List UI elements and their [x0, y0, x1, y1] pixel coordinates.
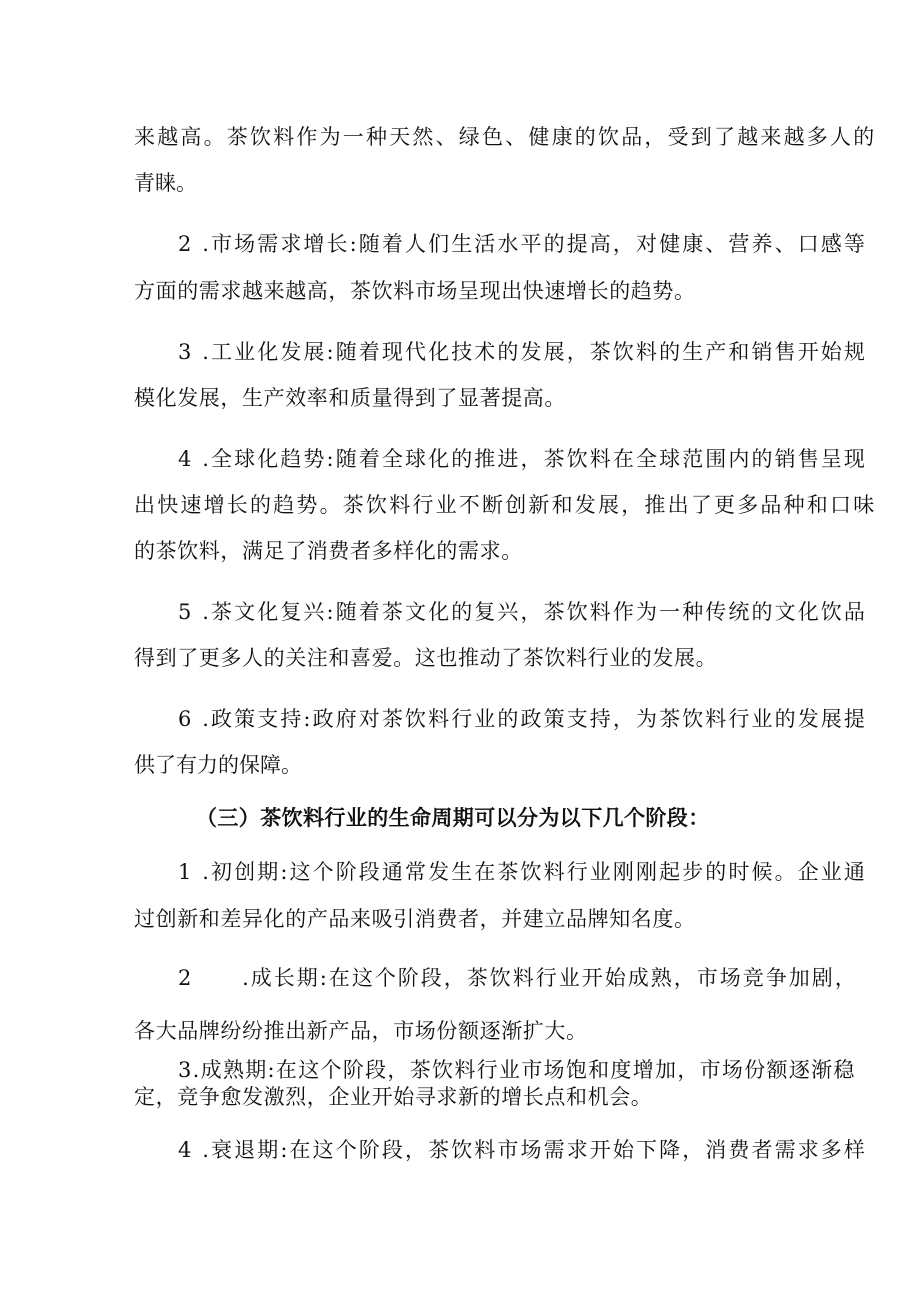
list-item [178, 709, 867, 730]
list-item [178, 602, 867, 623]
list-item-text: .成熟期:在这个阶段，茶饮料行业市场饱和度增加，市场份额逐渐稳 [192, 1058, 856, 1082]
list-item [178, 234, 867, 255]
list-item-number: 5 [178, 600, 194, 624]
list-item-number: 3 [178, 340, 194, 364]
list-item-continuation: 出快速增长的趋势。茶饮料行业不断创新和发展，推出了更多品种和口味 [134, 493, 877, 517]
list-item-continuation: 定，竞争愈发激烈，企业开始寻求新的增长点和机会。 [134, 1085, 653, 1109]
list-item-text: .成长期:在这个阶段，茶饮料行业开始成熟，市场竞争加剧， [242, 966, 858, 990]
list-item-continuation: 的茶饮料，满足了消费者多样化的需求。 [134, 539, 523, 563]
list-item [178, 968, 858, 989]
list-item-text: .政策支持:政府对茶饮料行业的政策支持，为茶饮料行业的发展提 [202, 707, 867, 731]
list-item-text: .市场需求增长:随着人们生活水平的提高，对健康、营养、口感等 [202, 232, 867, 256]
list-item-number: 1 [178, 860, 194, 884]
list-item [178, 1060, 856, 1081]
list-item-number: 4 [178, 1138, 194, 1162]
list-item [178, 862, 867, 883]
list-item-text: .工业化发展:随着现代化技术的发展，茶饮料的生产和销售开始规 [202, 340, 867, 364]
list-item-continuation: 供了有力的保障。 [134, 753, 302, 777]
list-item-text: .初创期:这个阶段通常发生在茶饮料行业刚刚起步的时候。企业通 [202, 860, 867, 884]
list-item [178, 342, 867, 363]
paragraph-line: 青睐。 [134, 171, 197, 195]
list-item-continuation: 各大品牌纷纷推出新产品，市场份额逐渐扩大。 [134, 1019, 588, 1043]
list-item-text: .全球化趋势:随着全球化的推进，茶饮料在全球范围内的销售呈现 [202, 447, 867, 471]
section-heading: （三）茶饮料行业的生命周期可以分为以下几个阶段： [196, 806, 710, 830]
list-item-number: 3 [178, 1058, 193, 1082]
list-item-number: 2 [178, 232, 194, 256]
list-item [178, 1140, 867, 1161]
list-item-continuation: 方面的需求越来越高，茶饮料市场呈现出快速增长的趋势。 [134, 279, 696, 303]
paragraph-line: 来越高。茶饮料作为一种天然、绿色、健康的饮品，受到了越来越多人的 [134, 125, 877, 149]
list-item-number: 6 [178, 707, 194, 731]
list-item-continuation: 过创新和差异化的产品来吸引消费者，并建立品牌知名度。 [134, 907, 696, 931]
list-item-text: .茶文化复兴:随着茶文化的复兴，茶饮料作为一种传统的文化饮品 [202, 600, 867, 624]
list-item-number: 4 [178, 447, 194, 471]
list-item-continuation: 得到了更多人的关注和喜爱。这也推动了茶饮料行业的发展。 [134, 646, 718, 670]
list-item-text: .衰退期:在这个阶段，茶饮料市场需求开始下降，消费者需求多样 [202, 1138, 867, 1162]
list-item-continuation: 模化发展，生产效率和质量得到了显著提高。 [134, 386, 566, 410]
list-item [178, 449, 867, 470]
list-item-number: 2 [178, 966, 194, 990]
